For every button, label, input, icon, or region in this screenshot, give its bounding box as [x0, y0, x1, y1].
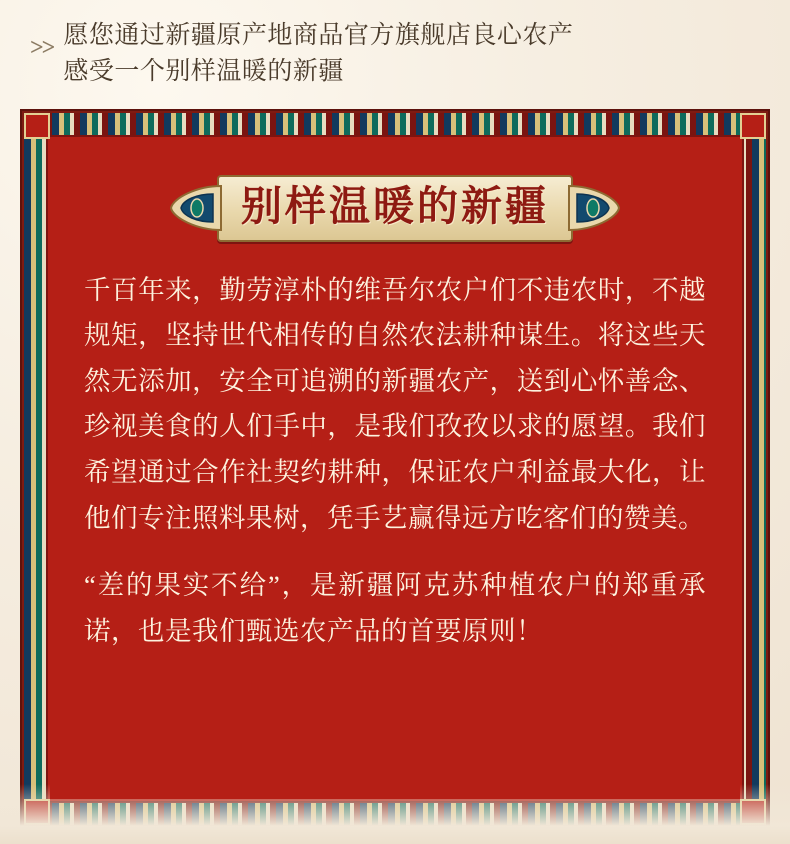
- corner-ornament-top-left: [24, 113, 50, 139]
- header-line-2: 感受一个别样温暖的新疆: [63, 58, 344, 86]
- chevron-right-icon: >>: [30, 35, 54, 61]
- header-text-block: [63, 14, 573, 91]
- page-header: [0, 0, 790, 91]
- title-plate: [217, 175, 573, 242]
- body-paragraph-2: “差的果实不给”，是新疆阿克苏种植农户的郑重承诺，也是我们甄选农产品的首要原则！: [84, 570, 706, 646]
- left-wing-ornament-icon: [167, 180, 223, 236]
- title-banner: [84, 175, 706, 242]
- card-title: 别样温暖的新疆: [241, 182, 549, 229]
- card-content: [50, 139, 740, 799]
- right-wing-ornament-icon: [567, 180, 623, 236]
- corner-ornament-top-right: [740, 113, 766, 139]
- header-line-1: 愿您通过新疆原产地商品官方旗舰店良心农产: [63, 22, 574, 49]
- ornate-card: [20, 109, 770, 829]
- body-paragraph-1: 千百年来，勤劳淳朴的维吾尔农户们不违农时，不越规矩，坚持世代相传的自然农法耕种谋生。将这些天然无添加，安全可追溯的新疆农产，送到心怀善念、珍视美食的人们手中，是我们孜孜以求的愿望。我们希望通过合作社契约耕种，保证农户利益最大化，让他们专注照料果树，凭手艺赢得远方吃客们的赞美。: [84, 274, 706, 533]
